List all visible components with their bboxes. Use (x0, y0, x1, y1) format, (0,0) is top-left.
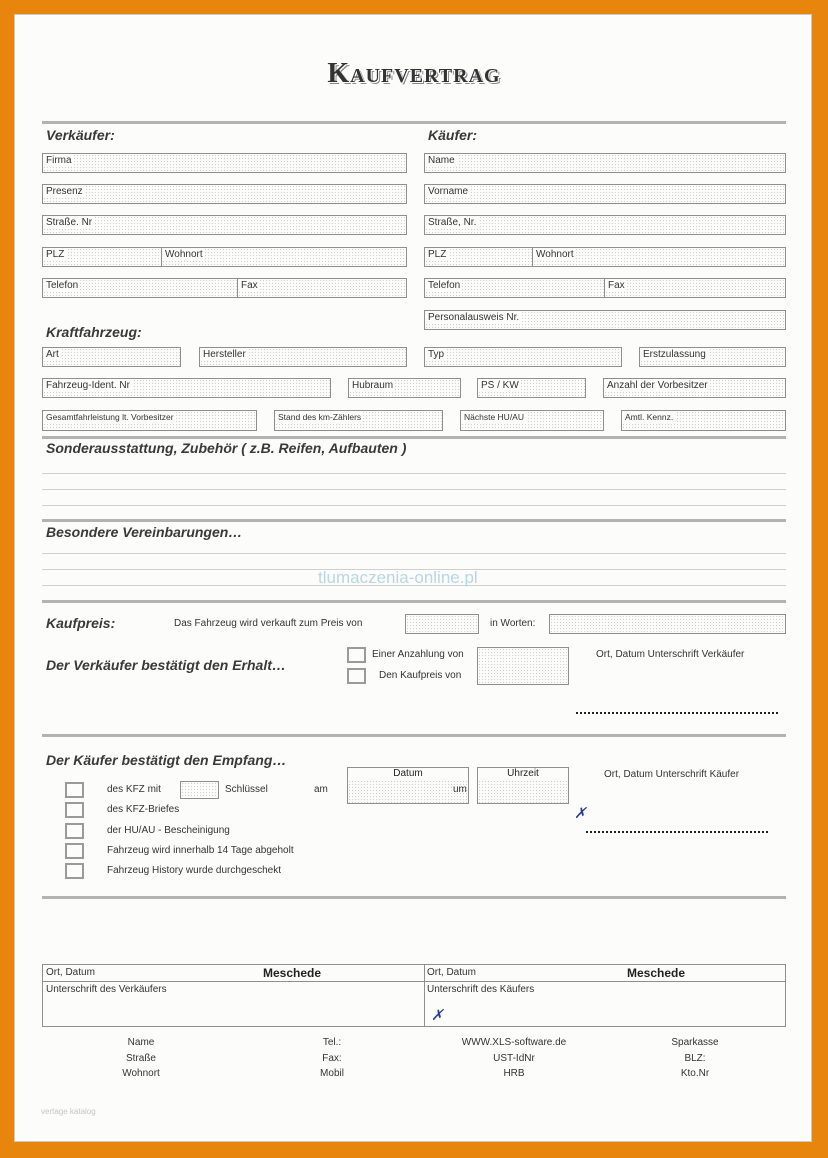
seller-plz-field[interactable]: PLZ (42, 247, 162, 267)
divider (42, 436, 786, 439)
divider (42, 734, 786, 737)
vehicle-hersteller-field[interactable]: Hersteller (199, 347, 407, 367)
vehicle-art-field[interactable]: Art (42, 347, 181, 367)
seller-firma-field[interactable]: Firma (42, 153, 407, 173)
writing-line[interactable] (42, 505, 786, 506)
corner-note: vertage katalog (41, 1107, 96, 1116)
vehicle-vorbesitzer-field[interactable]: Anzahl der Vorbesitzer (603, 378, 786, 398)
item-checkbox[interactable] (65, 863, 84, 879)
buyer-city: Meschede (627, 966, 686, 980)
buyer-street-field[interactable]: Straße, Nr. (424, 215, 786, 235)
footer-col-4: Sparkasse BLZ: Kto.Nr (671, 1037, 719, 1079)
price-sentence: Das Fahrzeug wird verkauft zum Preis von (174, 618, 363, 629)
seller-fax-field[interactable]: Fax (237, 278, 407, 298)
buyer-telefon-field[interactable]: Telefon (424, 278, 605, 298)
buyer-signature-box[interactable] (424, 964, 786, 1027)
seller-telefon-field[interactable]: Telefon (42, 278, 238, 298)
vehicle-ps-field[interactable]: PS / KW (477, 378, 586, 398)
divider (425, 981, 785, 982)
vehicle-erstzulassung-field[interactable]: Erstzulassung (639, 347, 786, 367)
vehicle-kennz-field[interactable]: Amtl. Kennz. (621, 410, 786, 431)
vehicle-hu-field[interactable]: Nächste HU/AU (460, 410, 604, 431)
price-words-field[interactable] (549, 614, 786, 634)
seller-ort-label: Ort, Datum (46, 967, 95, 978)
buyer-heading: Käufer: (428, 127, 478, 143)
item-label: Fahrzeug wird innerhalb 14 Tage abgeholt (107, 845, 294, 856)
divider (42, 896, 786, 899)
item-label: des KFZ-Briefes (107, 804, 180, 815)
buyer-sign-label: Ort, Datum Unterschrift Käufer (604, 769, 740, 780)
buyer-name-field[interactable]: Name (424, 153, 786, 173)
page-title: Kaufvertrag (327, 58, 501, 89)
anzahlung-label: Einer Anzahlung von (372, 649, 464, 660)
seller-signature-box[interactable] (42, 964, 425, 1027)
seller-confirm-heading: Der Verkäufer bestätigt den Erhalt… (46, 657, 286, 673)
buyer-fax-field[interactable]: Fax (604, 278, 786, 298)
seller-sig-label: Unterschrift des Verkäufers (46, 984, 167, 995)
kaufpreis-label: Den Kaufpreis von (379, 670, 462, 681)
anzahlung-checkbox[interactable] (347, 647, 366, 663)
vehicle-gesamt-field[interactable]: Gesamtfahrleistung lt. Vorbesitzer (42, 410, 257, 431)
buyer-ausweis-field[interactable]: Personalausweis Nr. (424, 310, 786, 330)
buyer-plz-field[interactable]: PLZ (424, 247, 533, 267)
am-label: am (314, 784, 328, 795)
price-words-label: in Worten: (490, 618, 536, 629)
buyer-wohnort-field[interactable]: Wohnort (532, 247, 786, 267)
vehicle-km-field[interactable]: Stand des km-Zählers (274, 410, 443, 431)
key-count-field[interactable] (180, 781, 219, 799)
item-checkbox[interactable] (65, 843, 84, 859)
signature-mark-icon: ✗ (574, 804, 587, 822)
item-label: der HU/AU - Bescheinigung (107, 825, 230, 836)
seller-city: Meschede (263, 966, 322, 980)
item-label: des KFZ mit (107, 784, 161, 795)
writing-line[interactable] (42, 553, 786, 554)
buyer-confirm-heading: Der Käufer bestätigt den Empfang… (46, 752, 287, 768)
divider (42, 519, 786, 522)
divider (42, 121, 786, 124)
item-checkbox[interactable] (65, 782, 84, 798)
seller-street-field[interactable]: Straße. Nr (42, 215, 407, 235)
vehicle-ident-field[interactable]: Fahrzeug-Ident. Nr (42, 378, 331, 398)
um-label: um (453, 784, 467, 795)
seller-wohnort-field[interactable]: Wohnort (161, 247, 407, 267)
extras-heading: Sonderausstattung, Zubehör ( z.B. Reifen, Aufbauten ) (46, 440, 407, 456)
writing-line[interactable] (42, 489, 786, 490)
buyer-vorname-field[interactable]: Vorname (424, 184, 786, 204)
watermark: tlumaczenia-online.pl (318, 568, 478, 587)
seller-heading: Verkäufer: (46, 127, 115, 143)
buyer-sig-label: Unterschrift des Käufers (427, 984, 535, 995)
kaufpreis-checkbox[interactable] (347, 668, 366, 684)
key-label: Schlüssel (225, 784, 268, 795)
seller-signature-line[interactable] (576, 712, 778, 714)
divider (43, 981, 424, 982)
seller-sign-label: Ort, Datum Unterschrift Verkäufer (596, 649, 745, 660)
item-checkbox[interactable] (65, 802, 84, 818)
date-field[interactable]: Datum (347, 767, 469, 804)
footer-col-2: Tel.: Fax: Mobil (320, 1037, 344, 1079)
vehicle-typ-field[interactable]: Typ (424, 347, 622, 367)
seller-presenz-field[interactable]: Presenz (42, 184, 407, 204)
price-amount-field[interactable] (405, 614, 479, 634)
item-label: Fahrzeug History wurde durchgeschekt (107, 865, 281, 876)
writing-line[interactable] (42, 473, 786, 474)
agreements-heading: Besondere Vereinbarungen… (46, 524, 243, 540)
footer-col-1: Name Straße Wohnort (122, 1037, 160, 1079)
time-field[interactable]: Uhrzeit (477, 767, 569, 804)
buyer-ort-label: Ort, Datum (427, 967, 476, 978)
vehicle-hubraum-field[interactable]: Hubraum (348, 378, 461, 398)
divider (42, 600, 786, 603)
buyer-signature-line[interactable] (586, 831, 768, 833)
item-checkbox[interactable] (65, 823, 84, 839)
footer-col-3: WWW.XLS-software.de UST-IdNr HRB (461, 1037, 567, 1079)
received-amount-field[interactable] (477, 647, 569, 685)
signature-mark-icon: ✗ (431, 1006, 444, 1024)
vehicle-heading: Kraftfahrzeug: (46, 324, 142, 340)
price-heading: Kaufpreis: (46, 615, 116, 631)
